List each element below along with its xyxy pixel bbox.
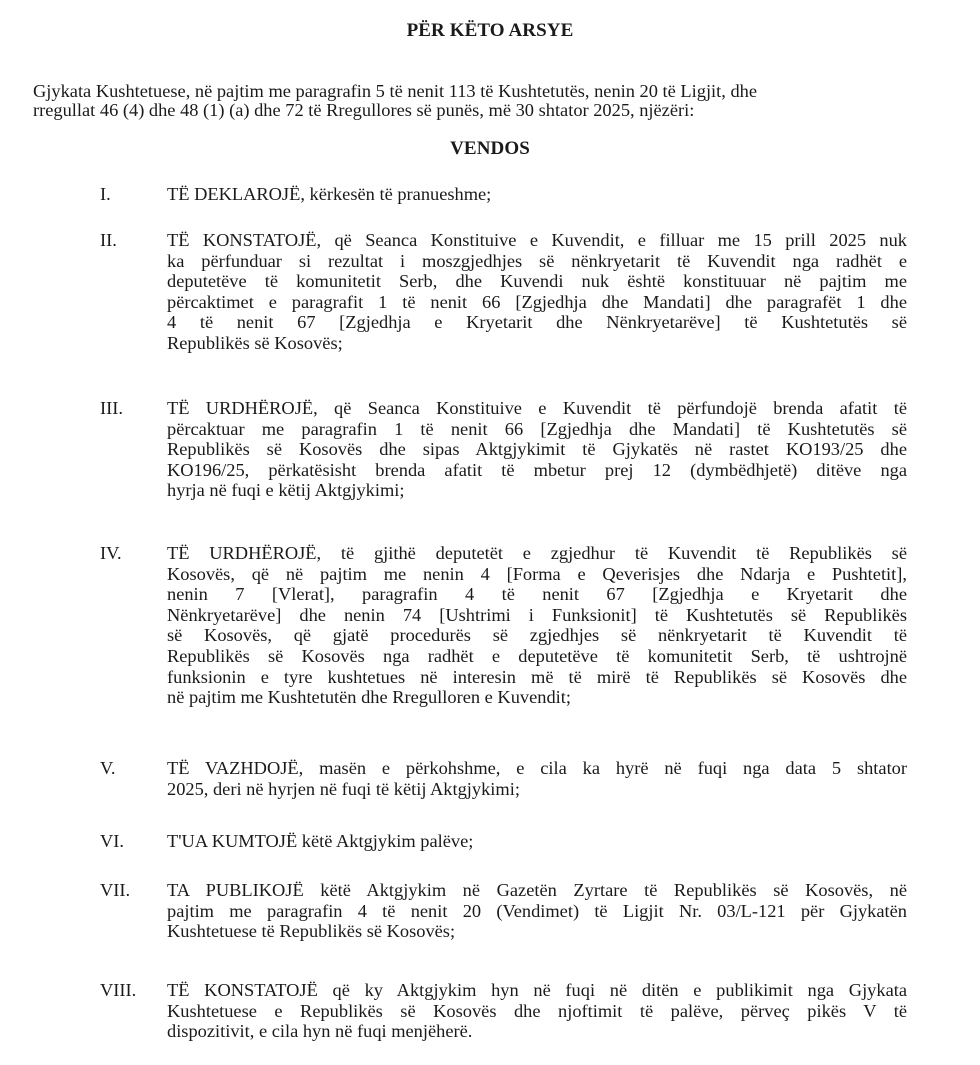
item-line: Kushtetuese të Republikës së Kosovës; (167, 921, 456, 942)
item-line: Republikës së Kosovës; (167, 332, 343, 353)
intro-line: Gjykata Kushtetuese, në pajtim me paragrafin 5 të nenit 113 të Kushtetutës, nenin 20 të Ligjit, dhe (33, 81, 758, 101)
item-line: TË KONSTATOJË, që Seanca Konstituive e Kuvendit, e filluar me 15 prill 2025 nuk (167, 230, 907, 250)
item-line: TË URDHËROJË, të gjithë deputetët e zgjedhur të Kuvendit të Republikës së (167, 543, 907, 563)
item-number: VII. (100, 880, 131, 900)
item-line: 2025, deri në hyrjen në fuqi të këtij Aktgjykimi; (167, 778, 520, 799)
item-line: TË URDHËROJË, që Seanca Konstituive e Kuvendit të përfundojë brenda afatit të (167, 398, 907, 418)
decision-heading: VENDOS (450, 138, 530, 159)
item-text (167, 184, 907, 205)
item-number: III. (100, 398, 123, 418)
item-text (167, 398, 907, 501)
section-heading: PËR KËTO ARSYE (406, 20, 574, 41)
item-number: IV. (100, 543, 122, 563)
item-line: TË DEKLAROJË, kërkesën të pranueshme; (167, 184, 492, 204)
item-number: I. (100, 184, 111, 204)
item-line: hyrja në fuqi e këtij Aktgjykimi; (167, 480, 405, 501)
item-line: dispozitivit, e cila hyn në fuqi menjëherë. (167, 1021, 473, 1042)
item-line: pajtim me paragrafin 4 të nenit 20 (Vendimet) të Ligjit Nr. 03/L-121 për Gjykatën (167, 900, 907, 921)
intro-line: rregullat 46 (4) dhe 48 (1) (a) dhe 72 të Rregullores së punës, më 30 shtator 2025, njëzëri: (33, 100, 695, 120)
item-line: në pajtim me Kushtetutën dhe Rregulloren e Kuvendit; (167, 687, 571, 708)
item-text (167, 758, 907, 799)
item-line: TË KONSTATOJË që ky Aktgjykim hyn në fuqi në ditën e publikimit nga Gjykata (167, 980, 907, 1000)
item-line: përcaktuar me paragrafin 1 të nenit 66 [Zgjedhja dhe Mandati] të Kushtetutës së (167, 418, 907, 439)
item-number: VIII. (100, 980, 137, 1000)
item-line: KO196/25, përkatësisht brenda afatit të mbetur prej 12 (dymbëdhjetë) ditëve nga (167, 459, 907, 480)
item-number: V. (100, 758, 116, 778)
item-line: nenin 7 [Vlerat], paragrafin 4 të nenit 67 [Zgjedhja e Kryetarit dhe (167, 584, 907, 605)
item-line: TË VAZHDOJË, masën e përkohshme, e cila ka hyrë në fuqi nga data 5 shtator (167, 758, 907, 778)
item-text (167, 880, 907, 942)
item-line: përcaktimet e paragrafit 1 të nenit 66 [Zgjedhja dhe Mandati] dhe paragrafët 1 dhe (167, 291, 907, 312)
item-line: Kushtetuese e Republikës së Kosovës dhe njoftimit të palëve, përveç pikës V të (167, 1000, 907, 1021)
item-number: II. (100, 230, 117, 250)
item-line: 4 të nenit 67 [Zgjedhja e Kryetarit dhe Nënkryetarëve] të Kushtetutës së (167, 312, 907, 333)
item-text (167, 831, 907, 852)
item-line: së Kosovës, që gjatë procedurës së zgjedhjes së nënkryetarit të Kuvendit të (167, 625, 907, 646)
item-line: deputetëve të komunitetit Serb, dhe Kuvendi nuk është konstituuar në pajtim me (167, 271, 907, 292)
item-line: funksionin e tyre kushtetues në interesin më të mirë të Republikës së Kosovës dhe (167, 666, 907, 687)
item-text (167, 980, 907, 1042)
item-line: Republikës së Kosovës nga radhët e deputetëve të komunitetit Serb, të ushtrojnë (167, 645, 907, 666)
item-line: ka përfunduar si rezultat i moszgjedhjes së nënkryetarit të Kuvendit nga radhët e (167, 250, 907, 271)
item-line: Kosovës, që në pajtim me nenin 4 [Forma e Qeverisjes dhe Ndarja e Pushtetit], (167, 563, 907, 584)
item-text (167, 230, 907, 354)
item-line: TA PUBLIKOJË këtë Aktgjykim në Gazetën Zyrtare të Republikës së Kosovës, në (167, 880, 907, 900)
item-line: Nënkryetarëve] dhe nenin 74 [Ushtrimi i Funksionit] të Kushtetutës së Republikës (167, 604, 907, 625)
intro-paragraph (33, 82, 913, 120)
item-number: VI. (100, 831, 125, 851)
item-line: Republikës së Kosovës dhe sipas Aktgjykimit të Gjykatës në rastet KO193/25 dhe (167, 439, 907, 460)
item-text (167, 543, 907, 708)
item-line: T'UA KUMTOJË këtë Aktgjykim palëve; (167, 831, 474, 851)
